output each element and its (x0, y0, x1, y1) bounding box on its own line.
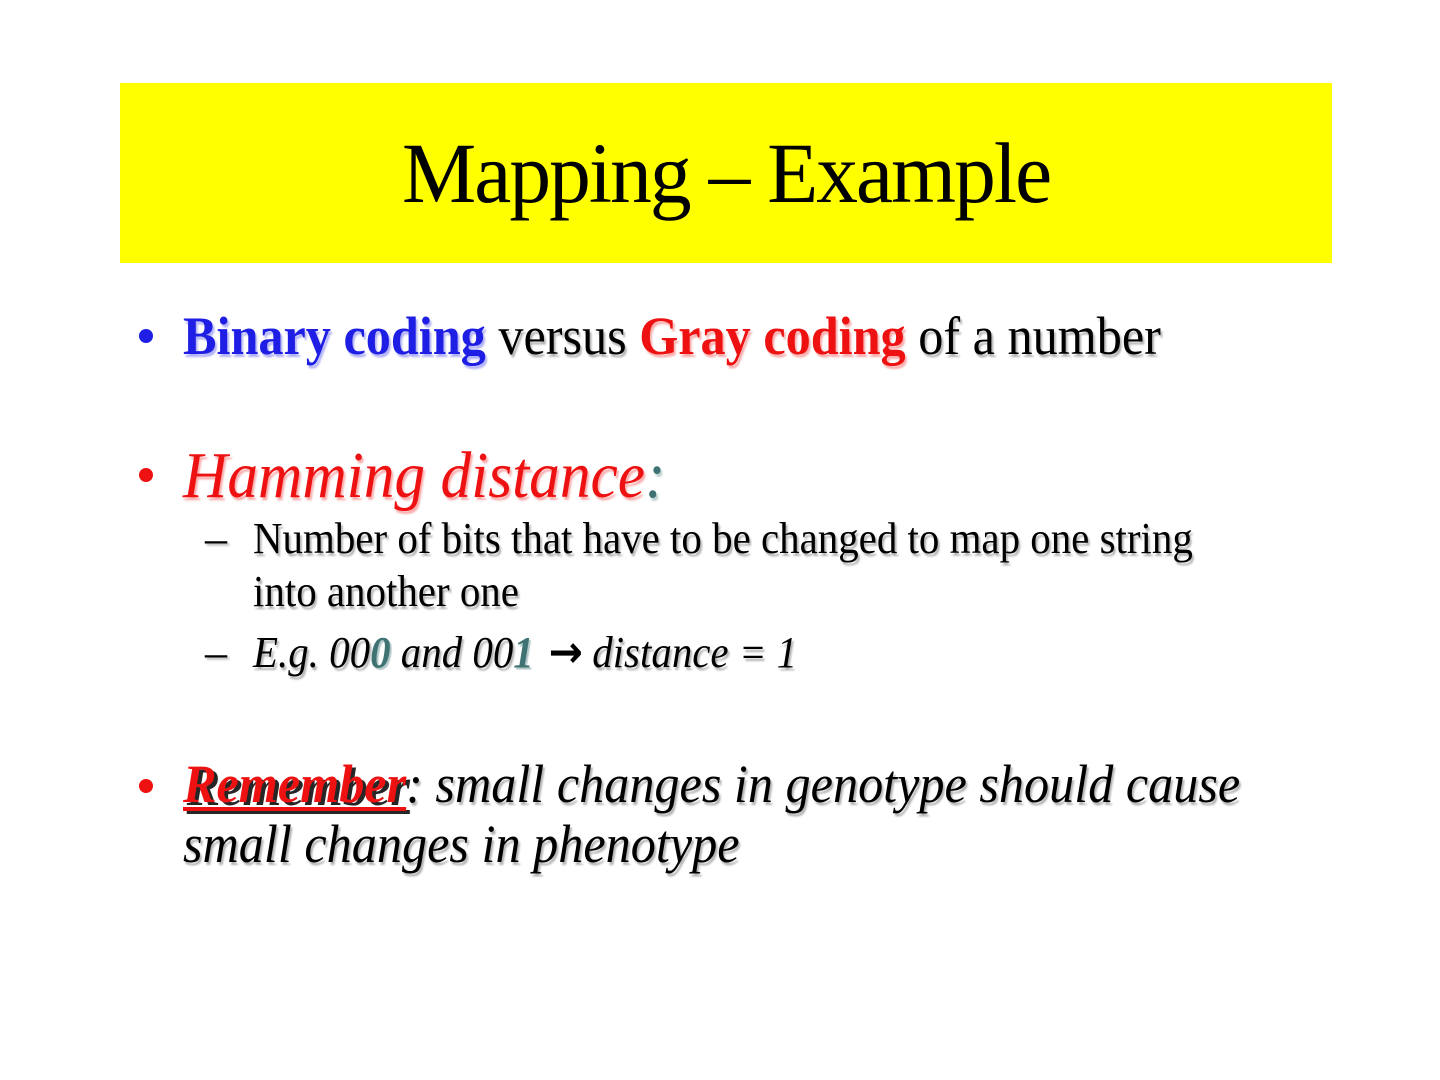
distance-result-text: distance = 1 (592, 628, 798, 677)
binary-coding-label: Binary coding (183, 306, 486, 366)
highlight-digit-0: 0 (370, 628, 391, 677)
right-arrow-icon: → (548, 627, 583, 678)
dash-marker: – (205, 514, 227, 563)
remember-label: Remember (183, 754, 407, 814)
bullet-text (183, 436, 665, 515)
bullet-binary-vs-gray (120, 304, 1380, 369)
highlight-digit-1: 1 (513, 628, 534, 677)
gray-coding-label: Gray coding (639, 306, 906, 366)
sub-bullet-example (205, 627, 1385, 680)
title-banner (120, 83, 1332, 263)
sub-bullet-text (253, 627, 797, 680)
bullet-gutter (120, 304, 183, 343)
dash-marker: – (205, 628, 227, 677)
definition-line1: Number of bits that have to be changed to map one string (253, 514, 1193, 563)
bullet-gutter (120, 754, 183, 793)
slide-title: Mapping – Example (401, 125, 1051, 221)
remember-line2-text: small changes in phenotype (183, 814, 740, 875)
hamming-distance-label: Hamming distance (183, 439, 646, 512)
bullet-hamming-distance (120, 436, 1380, 515)
sub-bullet-definition (205, 513, 1385, 619)
bullet-gutter (120, 436, 183, 482)
bullet-dot-icon (139, 329, 153, 343)
of-a-number-text: of a number (905, 306, 1161, 366)
colon-text: : (645, 439, 666, 512)
versus-text: versus (485, 306, 640, 366)
bullet-dot-icon (139, 468, 153, 482)
remember-line1-text: : small changes in genotype should cause (406, 754, 1241, 814)
bullet-text (183, 304, 1161, 369)
bullet-remember (120, 754, 1380, 875)
sub-bullet-text (253, 513, 1193, 619)
bullet-text (183, 754, 1240, 875)
example-prefix-text: E.g. 00 (253, 628, 371, 677)
bullet-dot-icon (139, 779, 153, 793)
example-middle-text: and 00 (390, 628, 514, 677)
definition-line2: into another one (253, 566, 519, 616)
